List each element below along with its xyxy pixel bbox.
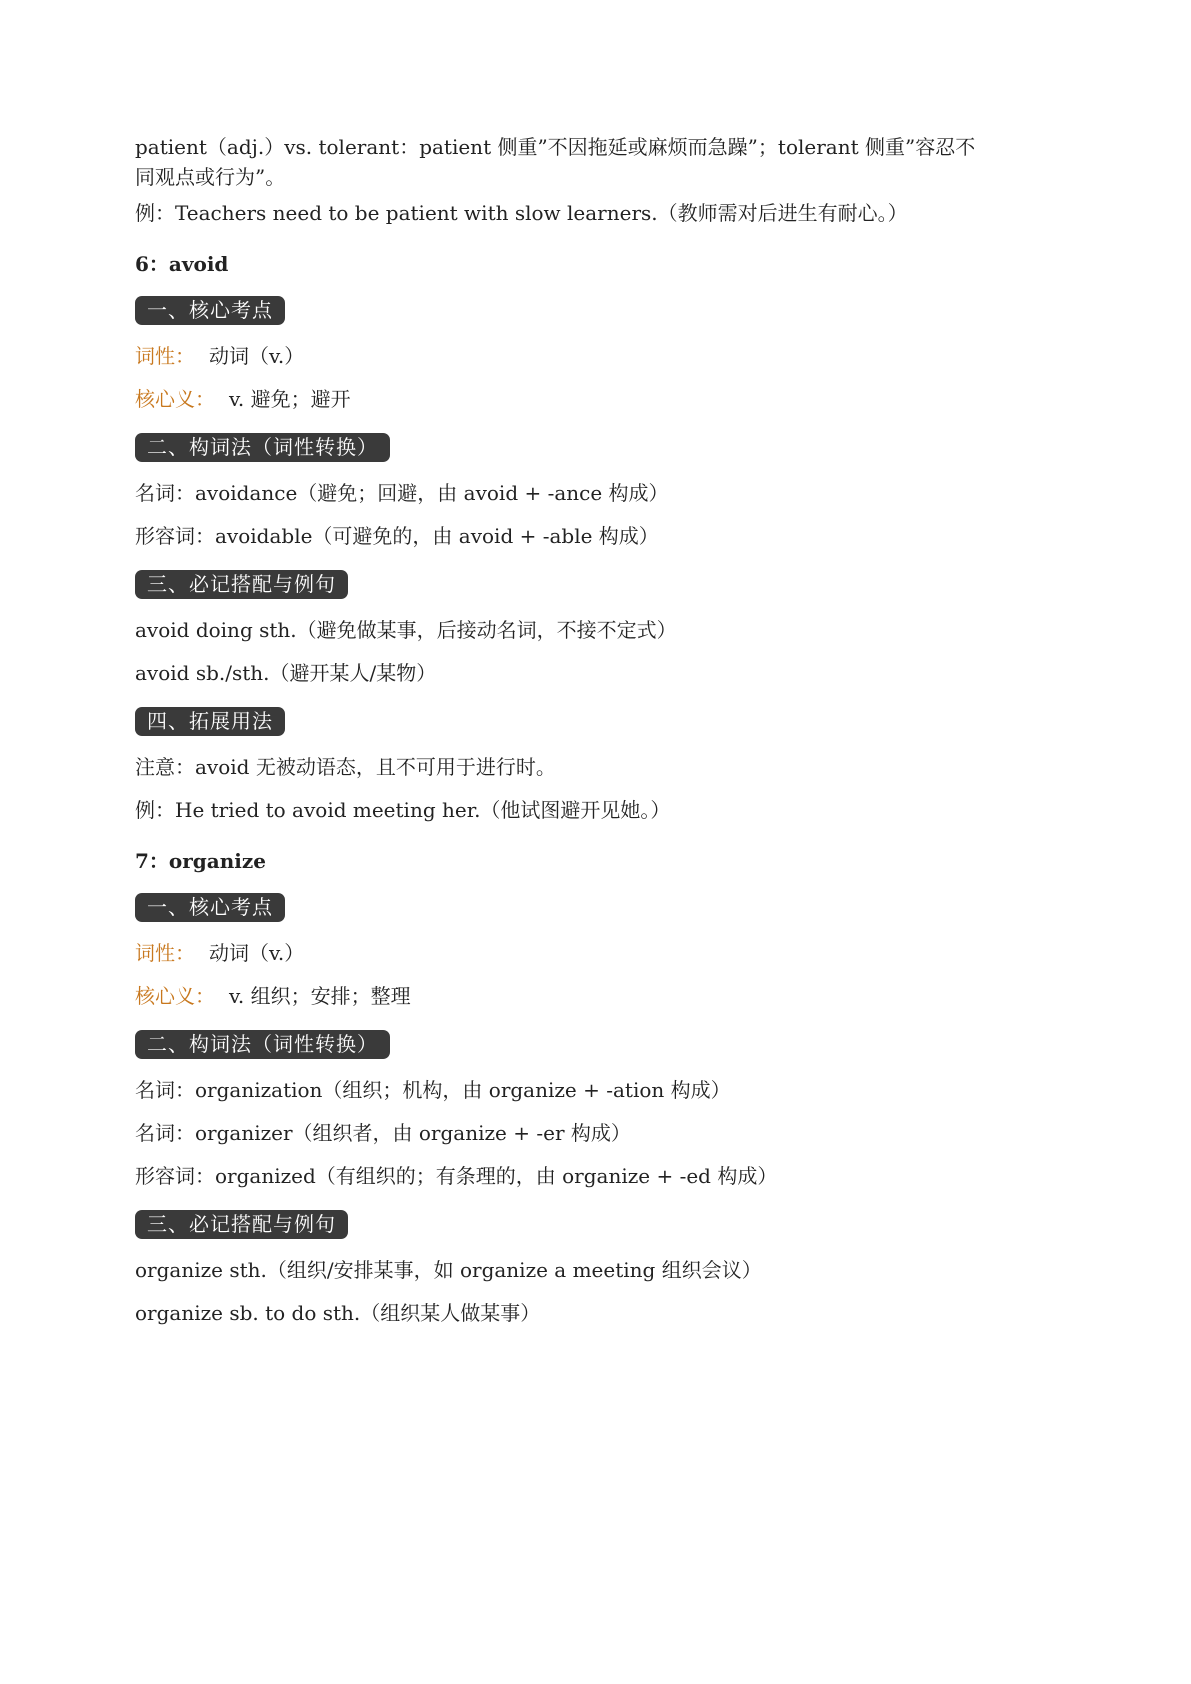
- section-badge-collocations: 三、必记搭配与例句: [135, 570, 348, 599]
- section-badge-collocations: 三、必记搭配与例句: [135, 1210, 348, 1239]
- derived-noun: 名词：organization（组织；机构，由 organize + -ation 构成）: [135, 1078, 731, 1102]
- collocation-item: organize sth.（组织/安排某事，如 organize a meeting 组织会议）: [135, 1258, 762, 1282]
- derived-adjective: 形容词：organized（有组织的；有条理的，由 organize + -ed 构成）: [135, 1164, 778, 1188]
- patient-tolerant-comparison: patient（adj.）vs. tolerant：patient 侧重”不因拖延或麻烦而急躁”；tolerant 侧重”容忍不同观点或行为”。: [135, 135, 976, 189]
- core-meaning-value: v. 组织；安排；整理: [229, 984, 411, 1008]
- usage-example: 例：He tried to avoid meeting her.（他试图避开见她。）: [135, 798, 671, 822]
- pos-value: 动词（v.）: [209, 344, 305, 368]
- section-badge-word-formation: 二、构词法（词性转换）: [135, 433, 390, 462]
- section-badge-core-points: 一、核心考点: [135, 893, 285, 922]
- core-meaning-label: 核心义：: [135, 984, 215, 1008]
- part-of-speech-line: [135, 341, 985, 371]
- core-meaning-value: v. 避免；避开: [229, 387, 351, 411]
- entry-title-organize: 7：organize: [135, 849, 266, 873]
- usage-note: 注意：avoid 无被动语态，且不可用于进行时。: [135, 755, 556, 779]
- collocation-item: avoid doing sth.（避免做某事，后接动名词，不接不定式）: [135, 618, 677, 642]
- pos-label: 词性：: [135, 344, 195, 368]
- entry-title-avoid: 6：avoid: [135, 252, 229, 276]
- part-of-speech-line: [135, 938, 985, 968]
- section-badge-extended-usage: 四、拓展用法: [135, 707, 285, 736]
- core-meaning-line: [135, 384, 985, 414]
- derived-noun: 名词：organizer（组织者，由 organize + -er 构成）: [135, 1121, 631, 1145]
- section-badge-word-formation: 二、构词法（词性转换）: [135, 1030, 390, 1059]
- pos-value: 动词（v.）: [209, 941, 305, 965]
- collocation-item: organize sb. to do sth.（组织某人做某事）: [135, 1301, 541, 1325]
- derived-noun: 名词：avoidance（避免；回避，由 avoid + -ance 构成）: [135, 481, 669, 505]
- document-page: [135, 132, 985, 1341]
- collocation-item: avoid sb./sth.（避开某人/某物）: [135, 661, 437, 685]
- core-meaning-label: 核心义：: [135, 387, 215, 411]
- pos-label: 词性：: [135, 941, 195, 965]
- derived-adjective: 形容词：avoidable（可避免的，由 avoid + -able 构成）: [135, 524, 659, 548]
- section-badge-core-points: 一、核心考点: [135, 296, 285, 325]
- core-meaning-line: [135, 981, 985, 1011]
- patient-example: 例：Teachers need to be patient with slow learners.（教师需对后进生有耐心。）: [135, 201, 908, 225]
